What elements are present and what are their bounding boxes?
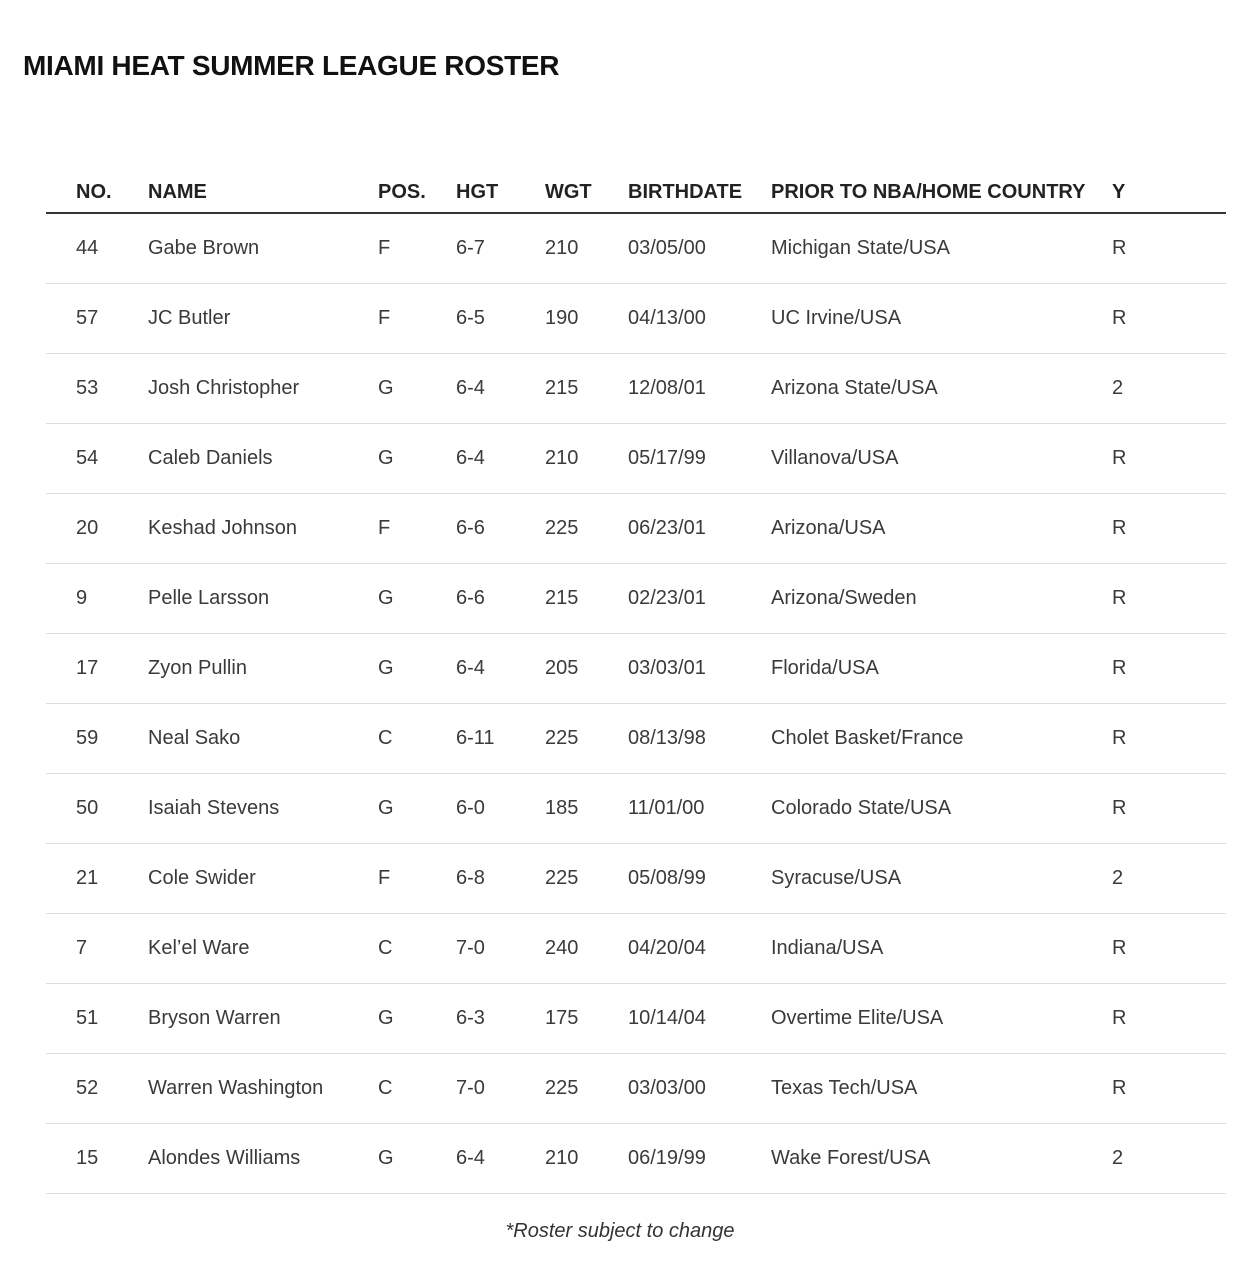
- player-position: G: [378, 564, 456, 634]
- table-row: [46, 424, 1226, 494]
- player-height: 6-5: [456, 284, 545, 354]
- player-name: Cole Swider: [148, 844, 378, 914]
- player-number: 59: [46, 704, 148, 774]
- table-row: [46, 914, 1226, 984]
- table-row: [46, 704, 1226, 774]
- player-weight: 190: [545, 284, 628, 354]
- player-height: 6-4: [456, 424, 545, 494]
- player-weight: 205: [545, 634, 628, 704]
- player-position: G: [378, 424, 456, 494]
- player-position: F: [378, 284, 456, 354]
- player-number: 20: [46, 494, 148, 564]
- player-years: 2: [1112, 354, 1226, 424]
- table-row: [46, 774, 1226, 844]
- player-years: R: [1112, 914, 1226, 984]
- table-header-row: [46, 172, 1226, 213]
- player-birthdate: 03/03/01: [628, 634, 771, 704]
- player-height: 6-7: [456, 213, 545, 284]
- player-years: R: [1112, 984, 1226, 1054]
- player-name: Caleb Daniels: [148, 424, 378, 494]
- player-weight: 225: [545, 494, 628, 564]
- player-number: 57: [46, 284, 148, 354]
- column-header-height: HGT: [456, 172, 545, 213]
- column-header-weight: WGT: [545, 172, 628, 213]
- player-weight: 215: [545, 354, 628, 424]
- roster-table-container[interactable]: [46, 172, 1127, 1194]
- player-prior-country: Wake Forest/USA: [771, 1124, 1112, 1194]
- player-prior-country: Arizona State/USA: [771, 354, 1112, 424]
- player-height: 7-0: [456, 1054, 545, 1124]
- player-position: G: [378, 354, 456, 424]
- table-row: [46, 984, 1226, 1054]
- player-number: 15: [46, 1124, 148, 1194]
- player-name: Keshad Johnson: [148, 494, 378, 564]
- player-years: R: [1112, 424, 1226, 494]
- player-prior-country: Arizona/Sweden: [771, 564, 1112, 634]
- player-number: 53: [46, 354, 148, 424]
- roster-table: [46, 172, 1226, 1194]
- player-position: G: [378, 1124, 456, 1194]
- player-height: 6-6: [456, 494, 545, 564]
- player-number: 52: [46, 1054, 148, 1124]
- table-row: [46, 1124, 1226, 1194]
- player-position: F: [378, 844, 456, 914]
- player-years: R: [1112, 1054, 1226, 1124]
- player-birthdate: 04/20/04: [628, 914, 771, 984]
- table-row: [46, 1054, 1226, 1124]
- player-years: R: [1112, 564, 1226, 634]
- player-birthdate: 04/13/00: [628, 284, 771, 354]
- player-birthdate: 02/23/01: [628, 564, 771, 634]
- player-number: 50: [46, 774, 148, 844]
- player-birthdate: 03/05/00: [628, 213, 771, 284]
- column-header-years: Y: [1112, 172, 1226, 213]
- table-row: [46, 284, 1226, 354]
- column-header-position: POS.: [378, 172, 456, 213]
- player-name: Isaiah Stevens: [148, 774, 378, 844]
- table-row: [46, 494, 1226, 564]
- player-birthdate: 10/14/04: [628, 984, 771, 1054]
- player-position: G: [378, 984, 456, 1054]
- player-weight: 215: [545, 564, 628, 634]
- player-number: 17: [46, 634, 148, 704]
- player-prior-country: Indiana/USA: [771, 914, 1112, 984]
- player-number: 9: [46, 564, 148, 634]
- player-weight: 210: [545, 213, 628, 284]
- table-row: [46, 354, 1226, 424]
- player-name: Neal Sako: [148, 704, 378, 774]
- player-position: C: [378, 914, 456, 984]
- player-number: 51: [46, 984, 148, 1054]
- table-row: [46, 844, 1226, 914]
- player-height: 6-11: [456, 704, 545, 774]
- player-height: 6-0: [456, 774, 545, 844]
- player-birthdate: 06/19/99: [628, 1124, 771, 1194]
- player-prior-country: Cholet Basket/France: [771, 704, 1112, 774]
- player-prior-country: Michigan State/USA: [771, 213, 1112, 284]
- player-birthdate: 05/17/99: [628, 424, 771, 494]
- player-height: 6-3: [456, 984, 545, 1054]
- player-prior-country: UC Irvine/USA: [771, 284, 1112, 354]
- player-weight: 210: [545, 1124, 628, 1194]
- player-years: 2: [1112, 844, 1226, 914]
- player-height: 6-4: [456, 634, 545, 704]
- player-height: 6-6: [456, 564, 545, 634]
- player-position: G: [378, 774, 456, 844]
- player-years: 2: [1112, 1124, 1226, 1194]
- player-number: 21: [46, 844, 148, 914]
- player-prior-country: Villanova/USA: [771, 424, 1112, 494]
- player-years: R: [1112, 494, 1226, 564]
- column-header-number: NO.: [46, 172, 148, 213]
- player-name: Zyon Pullin: [148, 634, 378, 704]
- player-position: C: [378, 704, 456, 774]
- player-position: G: [378, 634, 456, 704]
- player-birthdate: 08/13/98: [628, 704, 771, 774]
- player-name: Bryson Warren: [148, 984, 378, 1054]
- player-birthdate: 06/23/01: [628, 494, 771, 564]
- player-weight: 210: [545, 424, 628, 494]
- roster-table-body: [46, 213, 1226, 1194]
- player-years: R: [1112, 704, 1226, 774]
- player-weight: 225: [545, 844, 628, 914]
- player-weight: 225: [545, 704, 628, 774]
- player-years: R: [1112, 774, 1226, 844]
- table-row: [46, 634, 1226, 704]
- player-name: Josh Christopher: [148, 354, 378, 424]
- player-prior-country: Texas Tech/USA: [771, 1054, 1112, 1124]
- player-name: Gabe Brown: [148, 213, 378, 284]
- player-birthdate: 12/08/01: [628, 354, 771, 424]
- player-weight: 240: [545, 914, 628, 984]
- column-header-birthdate: BIRTHDATE: [628, 172, 771, 213]
- player-years: R: [1112, 284, 1226, 354]
- player-prior-country: Syracuse/USA: [771, 844, 1112, 914]
- table-row: [46, 564, 1226, 634]
- player-birthdate: 11/01/00: [628, 774, 771, 844]
- page-title: MIAMI HEAT SUMMER LEAGUE ROSTER: [23, 50, 560, 81]
- player-weight: 225: [545, 1054, 628, 1124]
- player-height: 6-4: [456, 354, 545, 424]
- player-position: F: [378, 213, 456, 284]
- player-name: Alondes Williams: [148, 1124, 378, 1194]
- table-row: [46, 213, 1226, 284]
- player-height: 7-0: [456, 914, 545, 984]
- player-prior-country: Overtime Elite/USA: [771, 984, 1112, 1054]
- player-name: Warren Washington: [148, 1054, 378, 1124]
- player-years: R: [1112, 213, 1226, 284]
- player-position: C: [378, 1054, 456, 1124]
- roster-footnote: *Roster subject to change: [505, 1220, 735, 1242]
- player-years: R: [1112, 634, 1226, 704]
- player-number: 54: [46, 424, 148, 494]
- player-weight: 175: [545, 984, 628, 1054]
- player-name: JC Butler: [148, 284, 378, 354]
- player-number: 7: [46, 914, 148, 984]
- player-name: Kel’el Ware: [148, 914, 378, 984]
- player-name: Pelle Larsson: [148, 564, 378, 634]
- player-height: 6-4: [456, 1124, 545, 1194]
- player-prior-country: Florida/USA: [771, 634, 1112, 704]
- column-header-name: NAME: [148, 172, 378, 213]
- player-birthdate: 05/08/99: [628, 844, 771, 914]
- player-birthdate: 03/03/00: [628, 1054, 771, 1124]
- player-prior-country: Colorado State/USA: [771, 774, 1112, 844]
- player-prior-country: Arizona/USA: [771, 494, 1112, 564]
- player-position: F: [378, 494, 456, 564]
- player-weight: 185: [545, 774, 628, 844]
- player-number: 44: [46, 213, 148, 284]
- player-height: 6-8: [456, 844, 545, 914]
- column-header-prior: PRIOR TO NBA/HOME COUNTRY: [771, 172, 1112, 213]
